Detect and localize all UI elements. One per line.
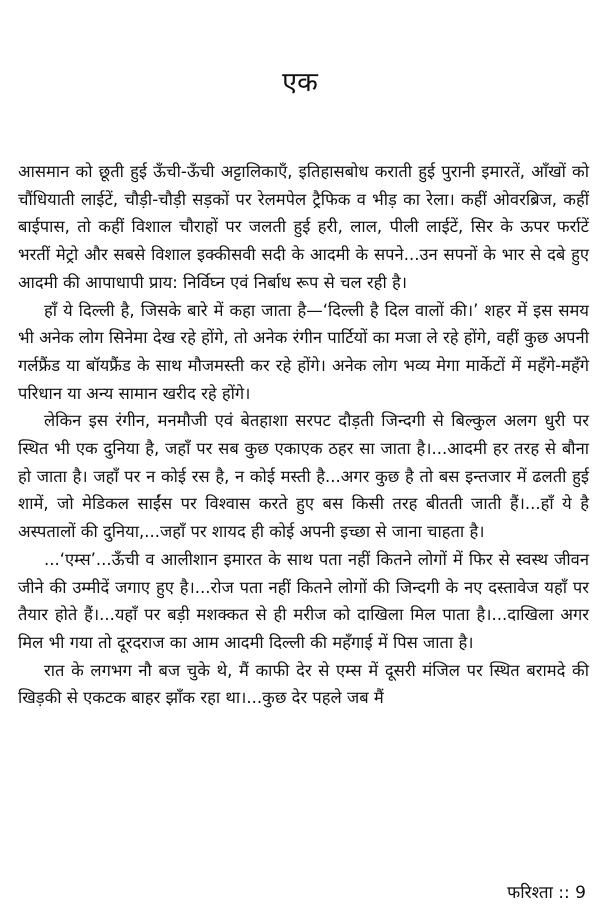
paragraph: आसमान को छूती हुई ऊँची-ऊँची अट्टालिकाएँ, इतिहासबोध कराती हुई पुरानी इमारतें, आँखों को चौंधियाती लाईटें, चौड़ी-चौड़ी सड़कों पर रेलमपेल ट्रैफिक व भीड़ का रेला। कहीं ओवरब्रिज, कहीं बाईपास, तो कहीं विशाल चौराहों पर जलती हुई हरी, लाल, पीली लाईटें, सिर के ऊपर फर्राटें भरतीं मेट्रो और सबसे विशाल इक्कीसवी सदी के आदमी के सपने...उन सपनों के भार से दबे हुए आदमी की आपाधापी प्राय: निर्विघ्न एवं निर्बाध रूप से चल रही है। — [18, 162, 589, 292]
paragraph: लेकिन इस रंगीन, मनमौजी एवं बेतहाशा सरपट दौड़ती जिन्दगी से बिल्कुल अलग धुरी पर स्थित भी एक दुनिया है, जहाँ पर सब कुछ एकाएक ठहर सा जाता है।...आदमी हर तरह से बौना हो जाता है। जहाँ पर न कोई रस है, न कोई मस्ती है...अगर कुछ है तो बस इन्तजार में ढलती हुई शामें, जो मेडिकल साईंस पर विश्वास करते हुए बस किसी तरह बीतती जाती हैं।...हाँ ये है अस्पतालों की दुनिया,...जहाँ पर शायद ही कोई अपनी इच्छा से जाना चाहता है। — [18, 411, 589, 542]
body-text — [18, 158, 589, 712]
paragraph: हाँ ये दिल्ली है, जिसके बारे में कहा जाता है—‘दिल्ली है दिल वालों की।’ शहर में इस समय भी अनेक लोग सिनेमा देख रहे होंगे, तो अनेक रंगीन पार्टियों का मजा ले रहे होंगे, वहीं कुछ अपनी गर्लफ्रैंड या बॉयफ्रैंड के साथ मौजमस्ती कर रहे होंगे। अनेक लोग भव्य मेगा मार्केटों में महँगे-महँगे परिधान या अन्य सामान खरीद रहे होंगे। — [18, 300, 589, 403]
paragraph: ...‘एम्स’...ऊँची व आलीशान इमारत के साथ पता नहीं कितने लोगों में फिर से स्वस्थ जीवन जीने की उम्मीदें जगाए हुए है।...रोज पता नहीं कितने लोगों की जिन्दगी के नए दस्तावेज यहाँ पर तैयार होते हैं।...यहाँ पर बड़ी मशक्कत से ही मरीज को दाखिला मिल पाता है।...दाखिला अगर मिल भी गया तो दूरदराज का आम आदमी दिल्ली की महँगाई में पिस जाता है। — [18, 549, 589, 652]
paragraph: रात के लगभग नौ बज चुके थे, मैं काफी देर से एम्स में दूसरी मंजिल पर स्थित बरामदे की खिड़की से एकटक बाहर झाँक रहा था।...कुछ देर पहले जब मैं — [18, 660, 589, 708]
page-footer: फरिश्ता :: 9 — [507, 883, 586, 903]
chapter-title: एक — [282, 67, 318, 98]
